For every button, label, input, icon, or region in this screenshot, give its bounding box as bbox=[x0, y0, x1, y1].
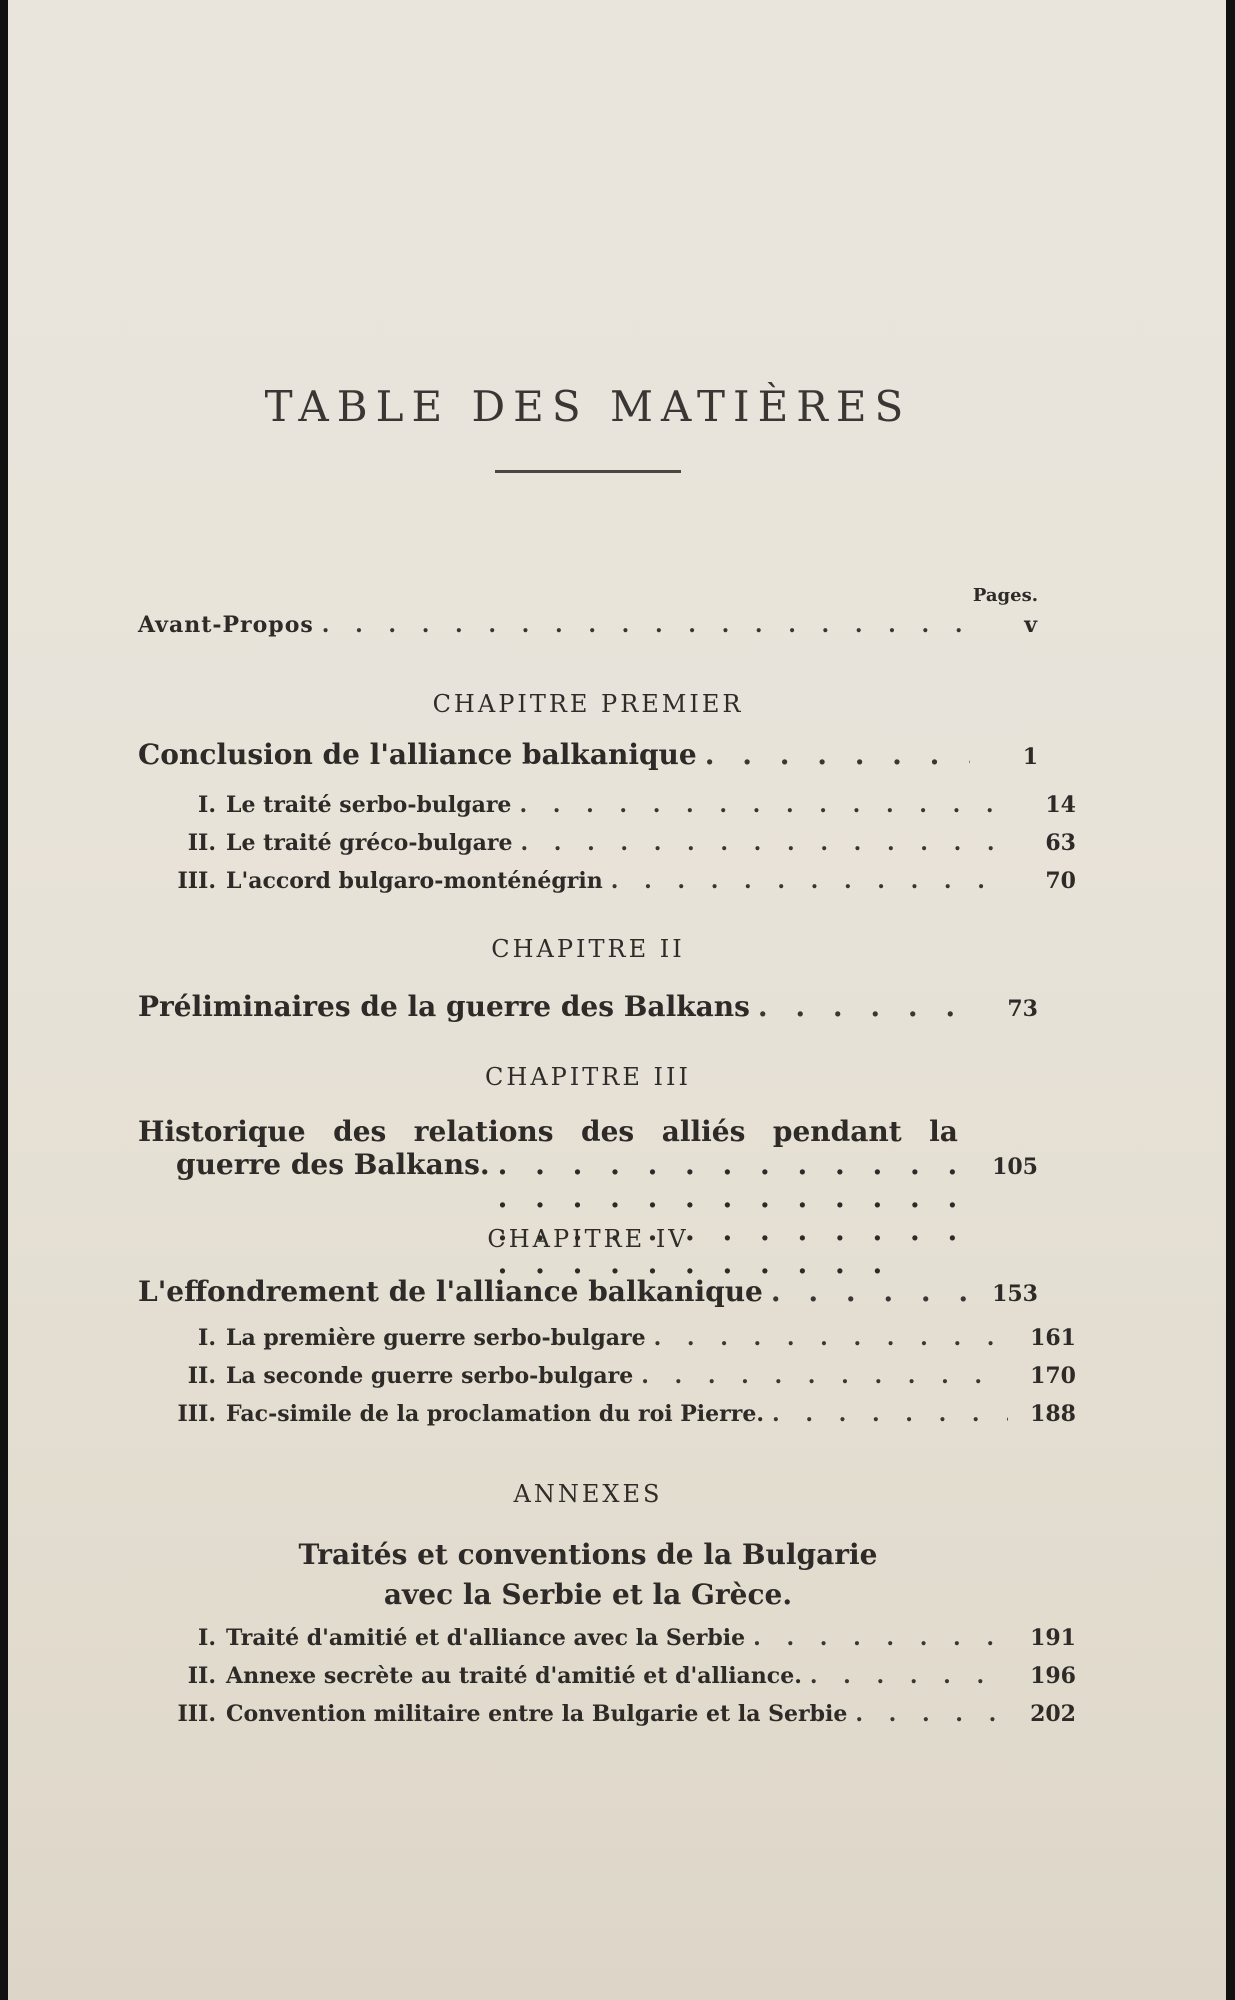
toc-entry-page: 202 bbox=[1030, 1701, 1076, 1727]
toc-annex-item bbox=[138, 1625, 1076, 1651]
section-number: II. bbox=[187, 830, 216, 856]
leader-dots bbox=[771, 1275, 970, 1308]
toc-entry-page: 188 bbox=[1030, 1401, 1076, 1427]
leader-dots bbox=[753, 1625, 1008, 1651]
pages-column-label: Pages. bbox=[972, 585, 1038, 606]
toc-entry-label: L'accord bulgaro-monténégrin bbox=[226, 868, 603, 894]
toc-entry-page: 196 bbox=[1030, 1663, 1076, 1689]
toc-entry-label: La première guerre serbo-bulgare bbox=[226, 1325, 646, 1351]
toc-entry-label: Le traité serbo-bulgare bbox=[226, 792, 512, 818]
chapter-heading-3: CHAPITRE III bbox=[485, 1063, 691, 1091]
toc-section bbox=[138, 1401, 1076, 1427]
toc-entry-page: 63 bbox=[1045, 830, 1076, 856]
toc-section bbox=[138, 868, 1076, 894]
toc-entry-page: 1 bbox=[1022, 744, 1038, 770]
toc-chapter-4 bbox=[138, 1275, 1038, 1308]
section-number: III. bbox=[177, 868, 216, 894]
toc-entry-label: Traité d'amitié et d'alliance avec la Serbie bbox=[226, 1625, 746, 1651]
chapter-heading-2: CHAPITRE II bbox=[491, 935, 685, 963]
toc-section bbox=[138, 1325, 1076, 1351]
toc-chapter-2 bbox=[138, 990, 1038, 1023]
toc-entry-page: 70 bbox=[1045, 868, 1076, 894]
section-number: I. bbox=[198, 1325, 216, 1351]
leader-dots bbox=[520, 830, 1008, 856]
toc-entry-label: Avant-Propos bbox=[138, 612, 314, 638]
section-number: II. bbox=[187, 1663, 216, 1689]
toc-entry-page: 161 bbox=[1030, 1325, 1076, 1351]
title-rule bbox=[495, 470, 681, 473]
annexes-title: Traités et conventions de la Bulgarie avec la Serbie et la Grèce. bbox=[298, 1538, 878, 1611]
page-title: TABLE DES MATIÈRES bbox=[264, 382, 912, 431]
toc-entry-label-line1: Historique des relations des alliés pendant la bbox=[138, 1115, 958, 1148]
toc-entry-page: 73 bbox=[1007, 996, 1038, 1022]
table-of-contents bbox=[138, 0, 1076, 2000]
toc-entry-page: 105 bbox=[992, 1154, 1038, 1180]
leader-dots bbox=[611, 868, 1008, 894]
toc-section bbox=[138, 1363, 1076, 1389]
toc-entry-label: Fac-simile de la proclamation du roi Pierre. bbox=[226, 1401, 764, 1427]
chapter-heading-1: CHAPITRE PREMIER bbox=[432, 690, 744, 718]
leader-dots bbox=[641, 1363, 1008, 1389]
leader-dots bbox=[810, 1663, 1008, 1689]
toc-entry-label: Préliminaires de la guerre des Balkans bbox=[138, 990, 750, 1023]
section-number: III. bbox=[177, 1701, 216, 1727]
leader-dots bbox=[322, 612, 970, 638]
leader-dots bbox=[519, 792, 1008, 818]
toc-entry-label: La seconde guerre serbo-bulgare bbox=[226, 1363, 634, 1389]
toc-entry-page: 191 bbox=[1030, 1625, 1076, 1651]
leader-dots bbox=[855, 1701, 1008, 1727]
toc-annex-item bbox=[138, 1663, 1076, 1689]
toc-entry-label: L'effondrement de l'alliance balkanique bbox=[138, 1275, 763, 1308]
section-number: III. bbox=[177, 1401, 216, 1427]
toc-section bbox=[138, 792, 1076, 818]
toc-entry-label: Convention militaire entre la Bulgarie et la Serbie bbox=[226, 1701, 848, 1727]
chapter-heading-4: CHAPITRE IV bbox=[487, 1225, 689, 1253]
toc-entry-label: Conclusion de l'alliance balkanique bbox=[138, 738, 697, 771]
toc-annex-item bbox=[138, 1701, 1076, 1727]
leader-dots bbox=[772, 1401, 1008, 1427]
toc-entry-label: Le traité gréco-bulgare bbox=[226, 830, 513, 856]
annexes-heading: ANNEXES bbox=[513, 1480, 663, 1508]
leader-dots bbox=[654, 1325, 1008, 1351]
toc-entry-page: v bbox=[1024, 612, 1038, 638]
section-number: II. bbox=[187, 1363, 216, 1389]
section-number: I. bbox=[198, 1625, 216, 1651]
toc-chapter-3 bbox=[138, 1115, 1038, 1280]
section-number: I. bbox=[198, 792, 216, 818]
toc-chapter-1 bbox=[138, 738, 1038, 771]
toc-entry-page: 153 bbox=[992, 1281, 1038, 1307]
toc-entry-avant-propos bbox=[138, 612, 1038, 638]
book-page bbox=[8, 0, 1226, 2000]
toc-entry-label-line2: guerre des Balkans. . . . 105 bbox=[138, 1148, 1038, 1280]
toc-entry-page: 14 bbox=[1045, 792, 1076, 818]
leader-dots bbox=[705, 738, 970, 771]
leader-dots bbox=[498, 1148, 970, 1280]
toc-section bbox=[138, 830, 1076, 856]
leader-dots bbox=[758, 990, 970, 1023]
toc-entry-label: Annexe secrète au traité d'amitié et d'alliance. bbox=[226, 1663, 802, 1689]
toc-entry-page: 170 bbox=[1030, 1363, 1076, 1389]
